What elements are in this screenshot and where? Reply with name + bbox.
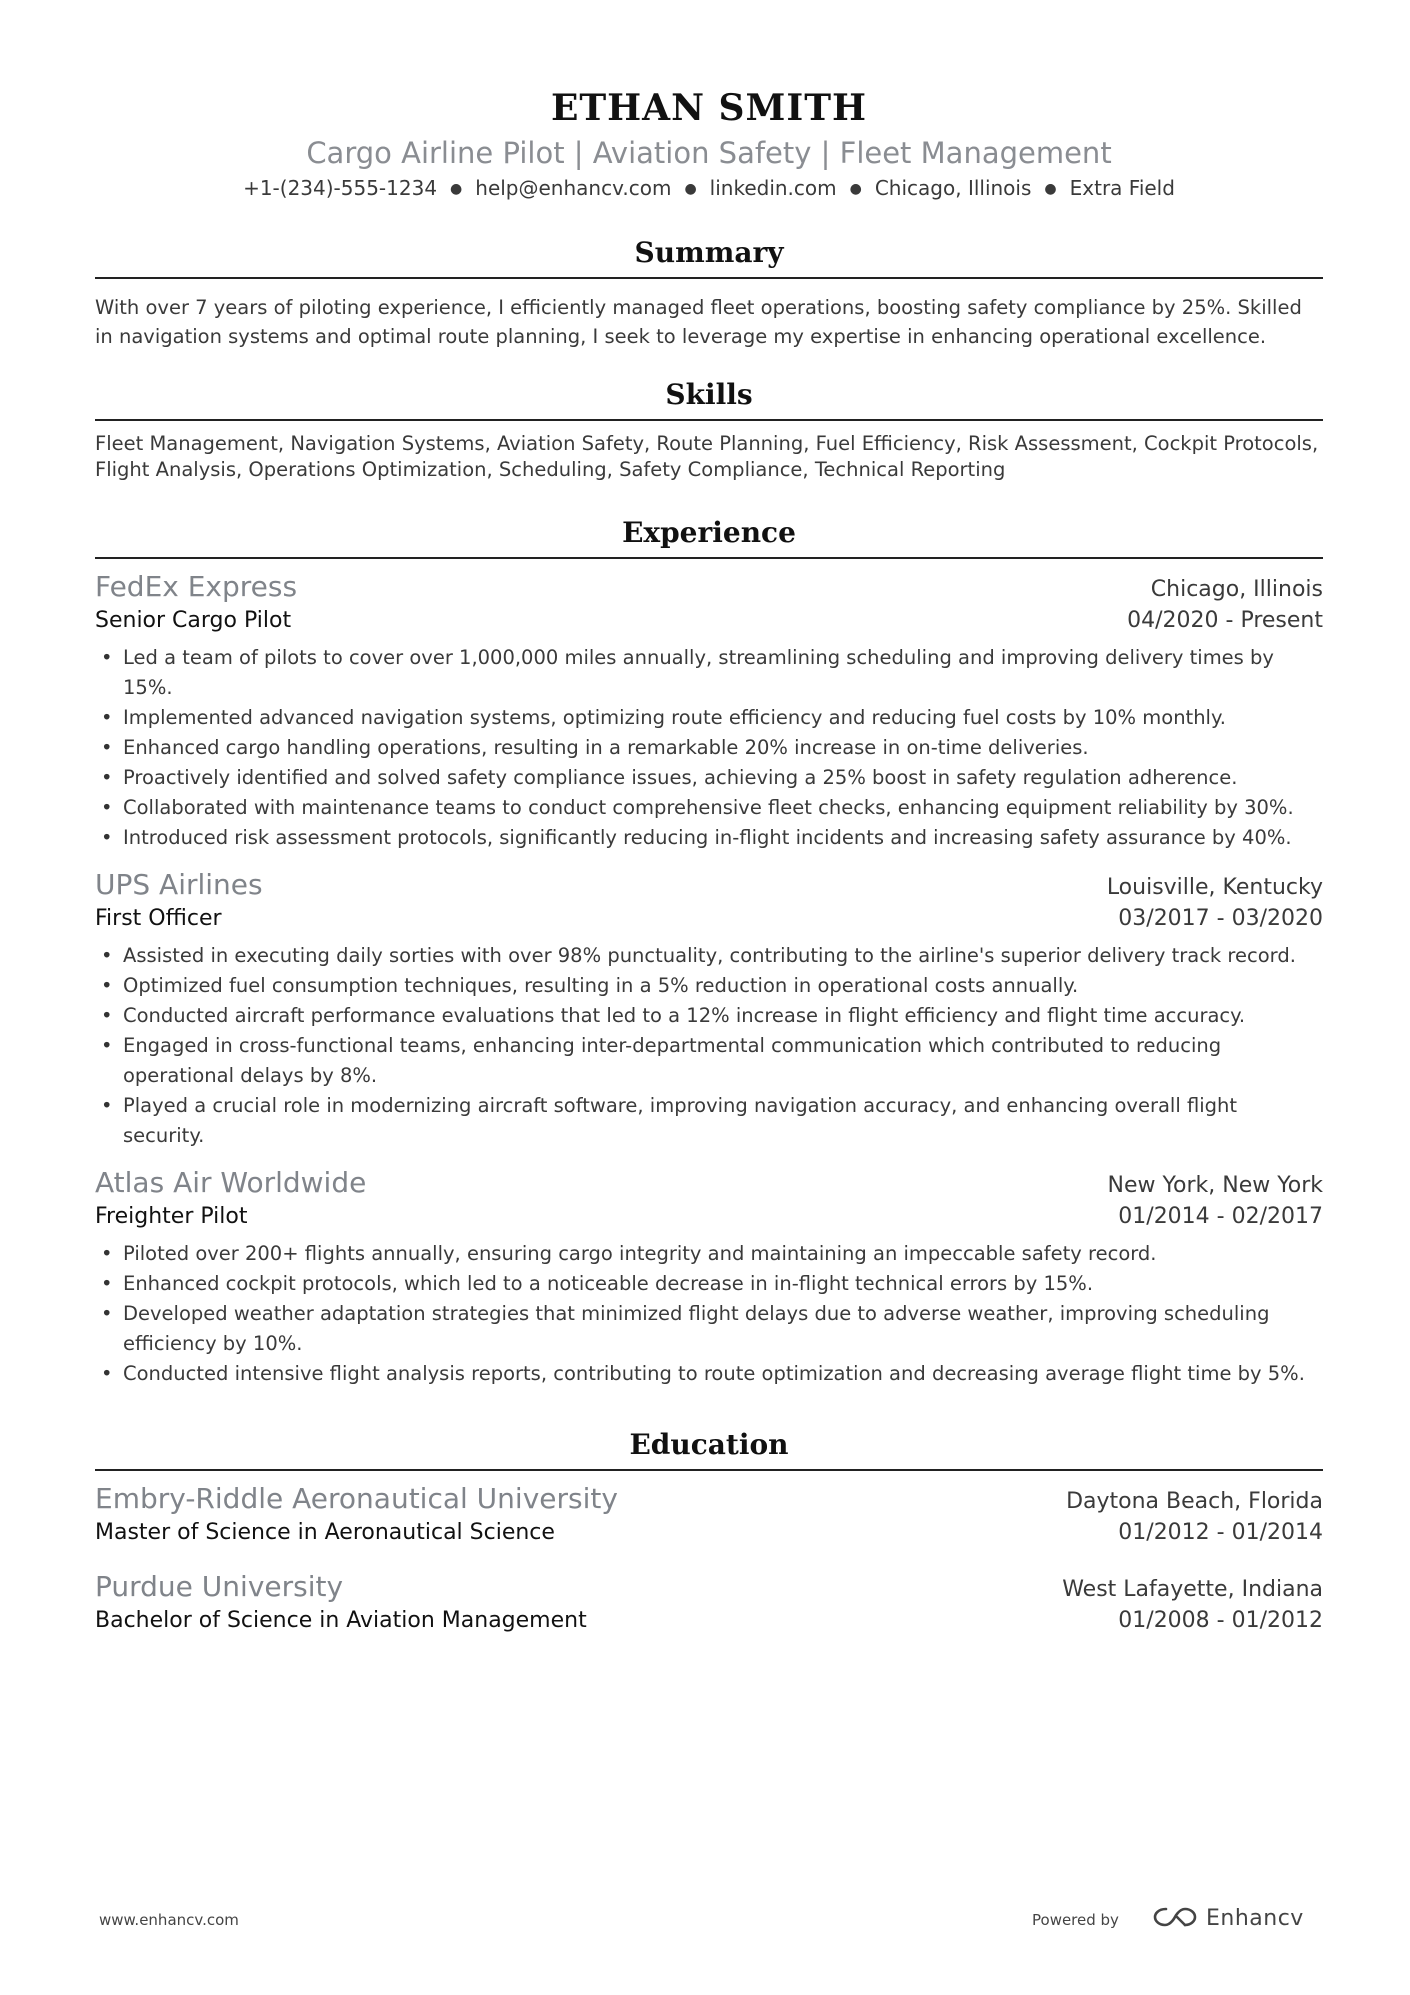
summary-text: With over 7 years of piloting experience, I efficiently managed fleet operations, boosting safety compliance by 25%. Skilled in navigation systems and optimal route planning, I seek to leverage my expertise in enhancing operational excellence. [95, 296, 1302, 348]
section-divider [95, 277, 1323, 279]
job-dates: 04/2020 - Present [1127, 608, 1323, 633]
job-title: Freighter Pilot [95, 1204, 248, 1229]
candidate-tagline: Cargo Airline Pilot | Aviation Safety | Fleet Management [306, 136, 1112, 170]
candidate-name: ETHAN SMITH [550, 87, 868, 129]
list-item: • Implemented advanced navigation systems, optimizing route efficiency and reducing fuel costs by 10% monthly. [95, 703, 1323, 733]
section-title-education: Education [629, 1428, 789, 1461]
job-bullets [95, 941, 1323, 1151]
list-item: • Played a crucial role in modernizing aircraft software, improving navigation accuracy, and enhancing overall flight security. [95, 1091, 1323, 1151]
phone[interactable]: +1-(234)-555-1234 [243, 176, 438, 200]
bullet-separator-icon: ● [849, 181, 862, 197]
company-name: Atlas Air Worldwide [95, 1166, 367, 1199]
job-bullets [95, 1239, 1323, 1389]
page-footer [0, 1908, 1410, 1938]
section-divider [95, 419, 1323, 421]
list-item: • Conducted aircraft performance evaluations that led to a 12% increase in flight efficiency and flight time accuracy. [95, 1001, 1323, 1031]
school-location: Daytona Beach, Florida [1066, 1489, 1323, 1514]
experience-entry [95, 1165, 1323, 1389]
degree: Bachelor of Science in Aviation Management [95, 1608, 587, 1633]
contact-line [95, 174, 1323, 203]
bullet-separator-icon: ● [450, 181, 463, 197]
location: Chicago, Illinois [874, 176, 1032, 200]
list-item: • Led a team of pilots to cover over 1,000,000 miles annually, streamlining scheduling and improving delivery times by 15%. [95, 643, 1323, 703]
experience-entry [95, 569, 1323, 853]
section-title-experience: Experience [622, 516, 796, 549]
section-divider [95, 1469, 1323, 1471]
list-item: • Enhanced cargo handling operations, resulting in a remarkable 20% increase in on-time deliveries. [95, 733, 1323, 763]
list-item: • Engaged in cross-functional teams, enhancing inter-departmental communication which contributed to reducing operational delays by 8%. [95, 1031, 1323, 1091]
education-entry [95, 1481, 1323, 1549]
school-name: Purdue University [95, 1570, 344, 1603]
enhancv-brand-link[interactable] [1152, 1902, 1304, 1936]
resume-page [95, 0, 1323, 1637]
footer-website-link[interactable]: www.enhancv.com [99, 1911, 239, 1929]
education-dates: 01/2008 - 01/2012 [1118, 1608, 1323, 1633]
email-link[interactable]: help@enhancv.com [475, 176, 672, 200]
list-item: • Developed weather adaptation strategies that minimized flight delays due to adverse weather, improving scheduling efficiency by 10%. [95, 1299, 1323, 1359]
list-item: • Enhanced cockpit protocols, which led to a noticeable decrease in in-flight technical errors by 15%. [95, 1269, 1323, 1299]
experience-section [95, 513, 1323, 1389]
education-section [95, 1425, 1323, 1637]
skills-text: Fleet Management, Navigation Systems, Aviation Safety, Route Planning, Fuel Efficiency, Risk Assessment, Cockpit Protocols, Flight Analysis, Operations Optimization, Scheduling, Safety Compliance, Technical Reporting [95, 432, 1319, 481]
job-location: Louisville, Kentucky [1106, 875, 1323, 900]
list-item: • Piloted over 200+ flights annually, ensuring cargo integrity and maintaining an impeccable safety record. [95, 1239, 1323, 1269]
company-name: UPS Airlines [95, 868, 263, 901]
bullet-separator-icon: ● [684, 181, 697, 197]
section-title-summary: Summary [634, 236, 784, 269]
job-location: New York, New York [1107, 1173, 1323, 1198]
job-dates: 03/2017 - 03/2020 [1118, 906, 1323, 931]
list-item: • Optimized fuel consumption techniques, resulting in a 5% reduction in operational costs annually. [95, 971, 1323, 1001]
list-item: • Assisted in executing daily sorties with over 98% punctuality, contributing to the airline's superior delivery track record. [95, 941, 1323, 971]
bullet-separator-icon: ● [1044, 181, 1057, 197]
company-name: FedEx Express [95, 570, 298, 603]
education-entry [95, 1569, 1323, 1637]
linkedin-link[interactable]: linkedin.com [709, 176, 837, 200]
degree: Master of Science in Aeronautical Science [95, 1520, 555, 1545]
section-divider [95, 557, 1323, 559]
resume-header [95, 0, 1323, 203]
list-item: • Introduced risk assessment protocols, significantly reducing in-flight incidents and increasing safety assurance by 40%. [95, 823, 1323, 853]
section-title-skills: Skills [665, 378, 753, 411]
school-name: Embry-Riddle Aeronautical University [95, 1482, 618, 1515]
list-item: • Proactively identified and solved safety compliance issues, achieving a 25% boost in safety regulation adherence. [95, 763, 1323, 793]
list-item: • Collaborated with maintenance teams to conduct comprehensive fleet checks, enhancing equipment reliability by 30%. [95, 793, 1323, 823]
education-dates: 01/2012 - 01/2014 [1118, 1520, 1323, 1545]
school-location: West Lafayette, Indiana [1062, 1577, 1323, 1602]
enhancv-brand-name: Enhancv [1206, 1906, 1304, 1931]
job-bullets [95, 643, 1323, 853]
job-dates: 01/2014 - 02/2017 [1118, 1204, 1323, 1229]
job-title: First Officer [95, 906, 222, 931]
experience-entry [95, 867, 1323, 1151]
job-location: Chicago, Illinois [1150, 577, 1323, 602]
extra-field: Extra Field [1069, 176, 1175, 200]
job-title: Senior Cargo Pilot [95, 608, 292, 633]
summary-section [95, 233, 1323, 351]
enhancv-logo-icon [1152, 1904, 1198, 1934]
list-item: • Conducted intensive flight analysis reports, contributing to route optimization and decreasing average flight time by 5%. [95, 1359, 1323, 1389]
powered-by-label: Powered by [1032, 1911, 1119, 1929]
skills-section [95, 375, 1323, 483]
